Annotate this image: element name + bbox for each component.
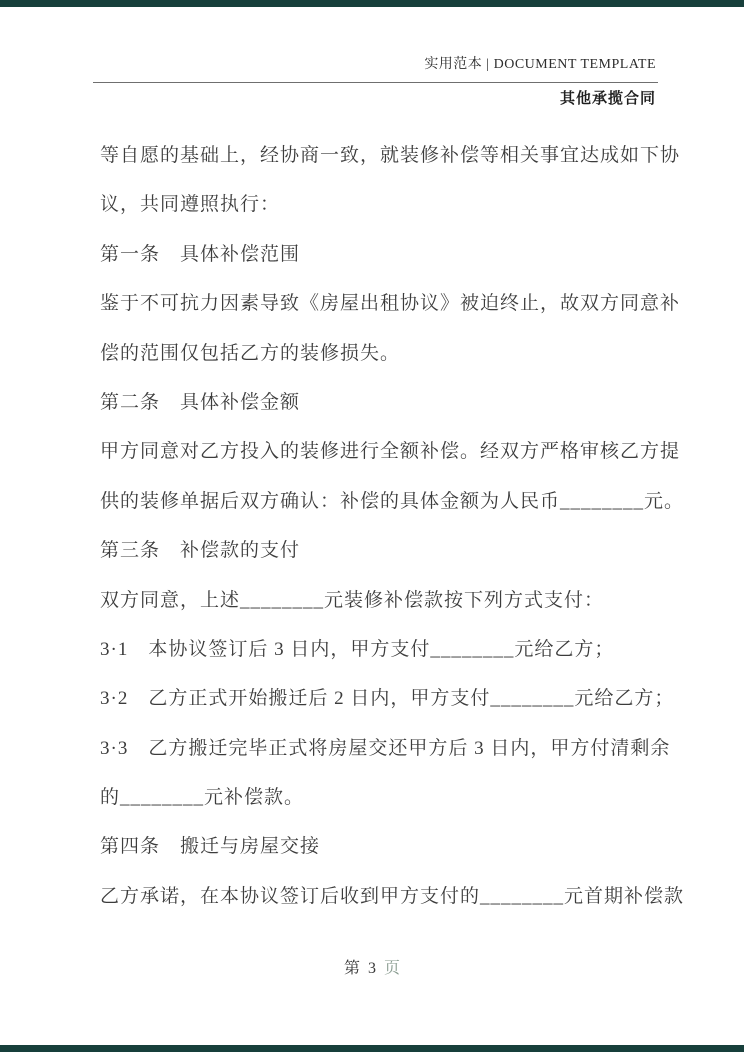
page-footer (0, 955, 744, 978)
body-line: 甲方同意对乙方投入的装修进行全额补偿。经双方严格审核乙方提 (100, 441, 681, 463)
body-line: 3·2 乙方正式开始搬迁后 2 日内，甲方支付________元给乙方； (100, 688, 675, 710)
body-line: 的________元补偿款。 (100, 787, 305, 809)
header-category: 其他承揽合同 (559, 91, 656, 107)
header-brand: 实用范本 | DOCUMENT TEMPLATE (424, 57, 656, 72)
body-line: 双方同意，上述________元装修补偿款按下列方式支付： (100, 589, 605, 611)
page-number-prefix: 第 (343, 960, 360, 977)
body-line: 议，共同遵照执行： (100, 194, 281, 216)
body-line: 供的装修单据后双方确认：补偿的具体金额为人民币________元。 (100, 490, 685, 512)
section-heading: 第一条 具体补偿范围 (100, 243, 301, 265)
section-heading: 第三条 补偿款的支付 (100, 540, 301, 562)
body-line: 乙方承诺，在本协议签订后收到甲方支付的________元首期补偿款 (100, 885, 685, 907)
bottom-accent-bar (0, 1045, 744, 1052)
body-line: 3·3 乙方搬迁完毕正式将房屋交还甲方后 3 日内，甲方付清剩余 (100, 737, 671, 759)
header-divider (93, 82, 658, 83)
contract-body (100, 131, 685, 921)
body-line: 偿的范围仅包括乙方的装修损失。 (100, 342, 401, 364)
body-line: 等自愿的基础上，经协商一致，就装修补偿等相关事宜达成如下协 (100, 145, 681, 166)
body-line: 3·1 本协议签订后 3 日内，甲方支付________元给乙方； (100, 638, 615, 660)
body-line: 鉴于不可抗力因素导致《房屋出租协议》被迫终止，故双方同意补 (100, 293, 681, 315)
top-accent-bar (0, 0, 744, 7)
section-heading: 第二条 具体补偿金额 (100, 391, 301, 413)
page-number: 3 (368, 960, 376, 977)
page-number-suffix: 页 (384, 960, 401, 977)
section-heading: 第四条 搬迁与房屋交接 (100, 836, 321, 858)
